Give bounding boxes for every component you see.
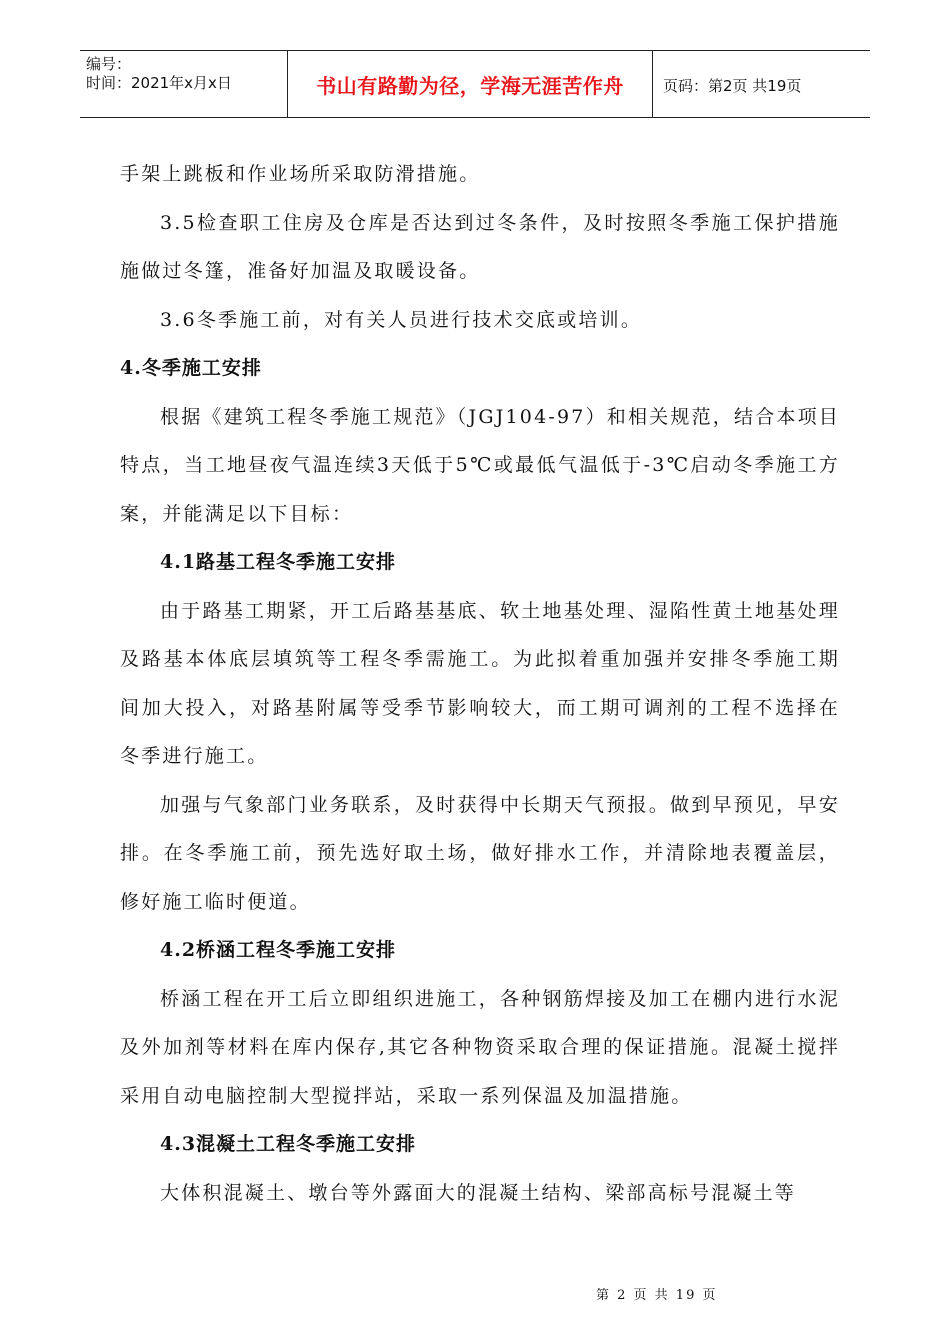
page-header (80, 50, 870, 118)
paragraph: 3.6冬季施工前，对有关人员进行技术交底或培训。 (160, 308, 643, 331)
subsection-heading: 4.2桥涵工程冬季施工安排 (160, 939, 397, 961)
page-footer: 第 2 页 共 19 页 (596, 1288, 718, 1303)
header-page-info: 页码：第2页 共19页 (663, 77, 802, 95)
paragraph: 根据《建筑工程冬季施工规范》（JGJ104-97）和相关规范，结合本项目特点，当工地昼夜气温连续3天低于5℃或最低气温低于-3℃启动冬季施工方案，并能满足以下目标： (120, 405, 840, 525)
paragraph: 由于路基工期紧，开工后路基基底、软土地基处理、湿陷性黄土地基处理及路基本体底层填筑等工程冬季需施工。为此拟着重加强并安排冬季施工期间加大投入，对路基附属等受季节影响较大，而工期可调剂的工程不选择在冬季进行施工。 (120, 599, 840, 767)
document-date: 时间：2021年x月x日 (86, 74, 232, 92)
subsection-heading: 4.1路基工程冬季施工安排 (160, 551, 397, 573)
header-motto: 书山有路勤为径，学海无涯苦作舟 (316, 74, 624, 98)
header-meta (86, 55, 282, 93)
header-divider (287, 51, 288, 117)
paragraph: 3.5检查职工住房及仓库是否达到过冬条件，及时按照冬季施工保护措施施做过冬篷，准备好加温及取暖设备。 (120, 211, 840, 282)
paragraph: 手架上跳板和作业场所采取防滑措施。 (120, 163, 481, 185)
section-heading: 4.冬季施工安排 (120, 357, 262, 379)
header-divider (652, 51, 653, 117)
document-body (120, 150, 840, 1217)
paragraph: 加强与气象部门业务联系，及时获得中长期天气预报。做到早预见，早安排。在冬季施工前，预先选好取土场，做好排水工作，并清除地表覆盖层，修好施工临时便道。 (120, 793, 840, 913)
paragraph: 桥涵工程在开工后立即组织进施工，各种钢筋焊接及加工在棚内进行水泥及外加剂等材料在库内保存,其它各种物资采取合理的保证措施。混凝土搅拌采用自动电脑控制大型搅拌站，采取一系列保温及加温措施。 (120, 987, 840, 1107)
paragraph: 大体积混凝土、墩台等外露面大的混凝土结构、梁部高标号混凝土等 (160, 1181, 797, 1204)
subsection-heading: 4.3混凝土工程冬季施工安排 (160, 1133, 417, 1155)
document-number-label: 编号： (86, 55, 132, 73)
